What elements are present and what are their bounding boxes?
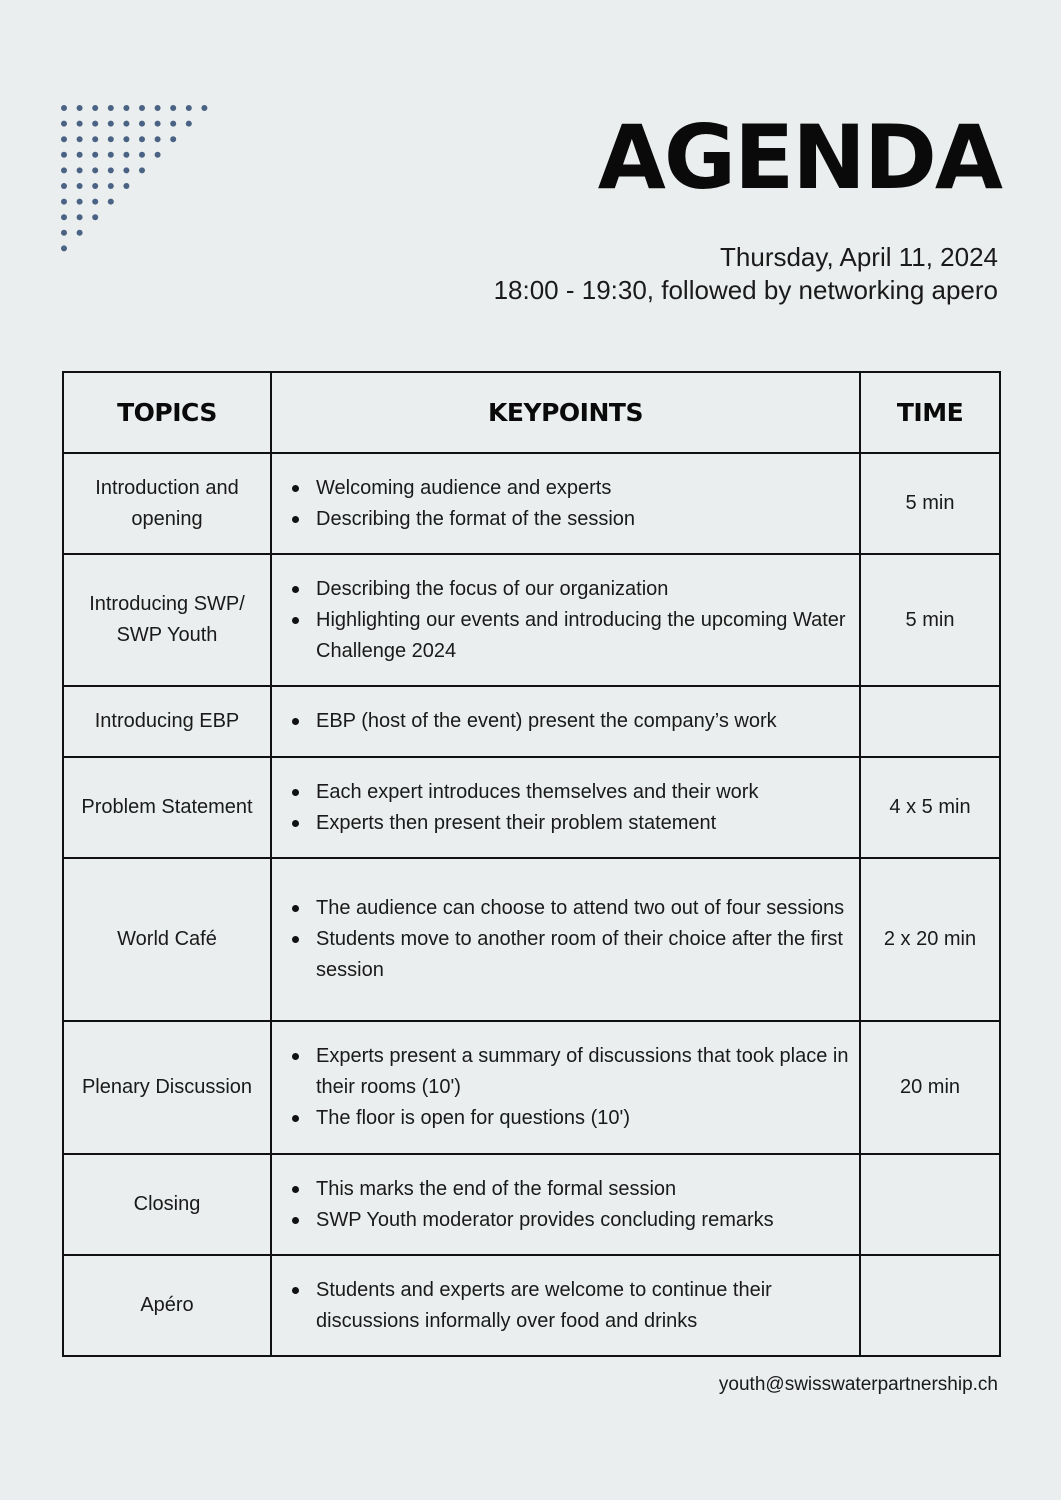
keypoints-cell [271, 1255, 860, 1356]
table-row [63, 686, 1000, 757]
keypoints-list [272, 574, 859, 667]
topic-cell: Introducing EBP [63, 686, 271, 757]
topic-cell: Apéro [63, 1255, 271, 1356]
keypoint-item: Experts then present their problem statement [316, 808, 859, 839]
keypoints-list [272, 777, 859, 839]
table-row [63, 554, 1000, 686]
keypoints-list [272, 1275, 859, 1337]
keypoints-list [272, 893, 859, 986]
topic-cell: Introducing SWP/ SWP Youth [63, 554, 271, 686]
dotted-triangle-icon [60, 104, 210, 254]
topic-cell: Problem Statement [63, 757, 271, 858]
agenda-table [62, 371, 1001, 1357]
topic-cell: Introduction and opening [63, 453, 271, 554]
event-date: Thursday, April 11, 2024 [720, 242, 998, 272]
keypoint-item: Describing the format of the session [316, 504, 859, 535]
keypoint-item: Students and experts are welcome to continue their discussions informally over food and drinks [316, 1275, 859, 1337]
keypoint-item: Highlighting our events and introducing the upcoming Water Challenge 2024 [316, 605, 859, 667]
time-cell [860, 1154, 1000, 1255]
table-row [63, 1255, 1000, 1356]
keypoints-cell [271, 757, 860, 858]
keypoints-cell [271, 1154, 860, 1255]
table-row [63, 453, 1000, 554]
keypoint-item: Welcoming audience and experts [316, 473, 859, 504]
page-title: AGENDA [597, 106, 1001, 209]
header-topics: TOPICS [63, 372, 271, 453]
keypoints-list [272, 1041, 859, 1134]
table-row [63, 858, 1000, 1021]
keypoints-list [272, 1174, 859, 1236]
header-keypoints: KEYPOINTS [271, 372, 860, 453]
time-cell: 2 x 20 min [860, 858, 1000, 1021]
keypoint-item: Each expert introduces themselves and their work [316, 777, 859, 808]
time-cell [860, 686, 1000, 757]
table-header-row [63, 372, 1000, 453]
time-cell: 5 min [860, 554, 1000, 686]
keypoint-item: EBP (host of the event) present the company’s work [316, 706, 859, 737]
keypoints-list [272, 706, 859, 737]
header-time: TIME [860, 372, 1000, 453]
keypoints-list [272, 473, 859, 535]
keypoints-cell [271, 858, 860, 1021]
keypoints-cell [271, 554, 860, 686]
topic-cell: Plenary Discussion [63, 1021, 271, 1154]
keypoint-item: SWP Youth moderator provides concluding remarks [316, 1205, 859, 1236]
time-cell [860, 1255, 1000, 1356]
keypoints-cell [271, 453, 860, 554]
contact-email[interactable]: youth@swisswaterpartnership.ch [718, 1374, 998, 1395]
topic-cell: World Café [63, 858, 271, 1021]
event-time: 18:00 - 19:30, followed by networking apero [493, 275, 998, 305]
keypoint-item: Experts present a summary of discussions that took place in their rooms (10') [316, 1041, 859, 1103]
table-row [63, 1154, 1000, 1255]
keypoints-cell [271, 686, 860, 757]
table-row [63, 757, 1000, 858]
time-cell: 4 x 5 min [860, 757, 1000, 858]
keypoint-item: Describing the focus of our organization [316, 574, 859, 605]
keypoint-item: The audience can choose to attend two out of four sessions [316, 893, 859, 924]
keypoint-item: The floor is open for questions (10') [316, 1103, 859, 1134]
time-cell: 5 min [860, 453, 1000, 554]
table-row [63, 1021, 1000, 1154]
keypoint-item: Students move to another room of their choice after the first session [316, 924, 859, 986]
topic-cell: Closing [63, 1154, 271, 1255]
keypoints-cell [271, 1021, 860, 1154]
keypoint-item: This marks the end of the formal session [316, 1174, 859, 1205]
time-cell: 20 min [860, 1021, 1000, 1154]
